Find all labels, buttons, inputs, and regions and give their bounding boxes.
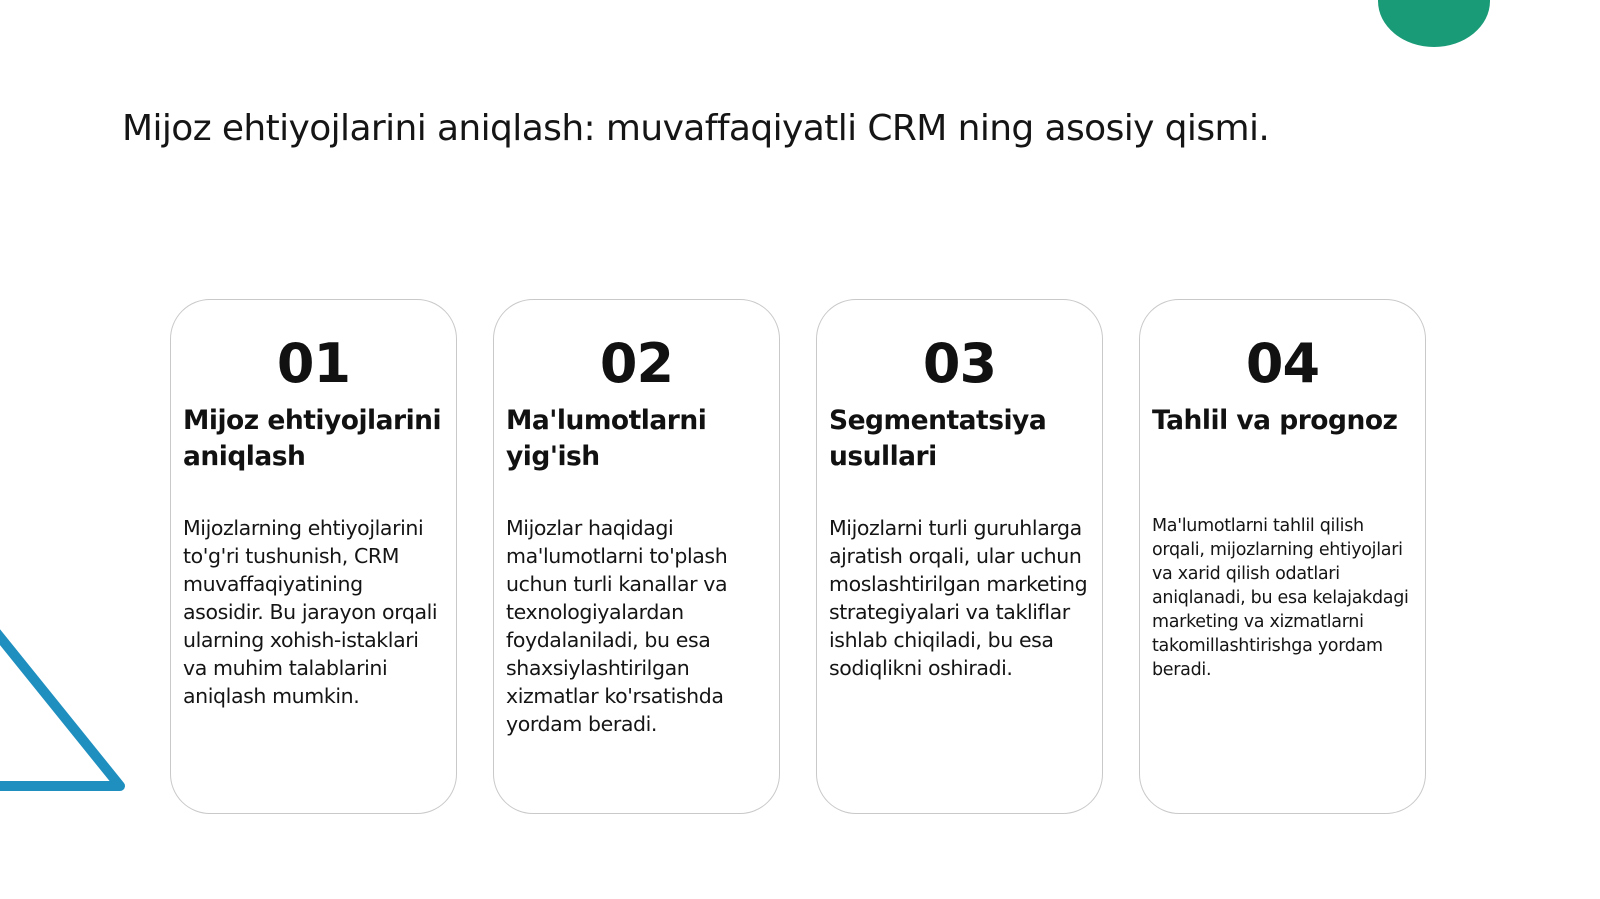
card-title: Segmentatsiya usullari bbox=[829, 405, 1047, 472]
card-1 bbox=[170, 299, 457, 814]
card-3 bbox=[816, 299, 1103, 814]
decorative-triangle bbox=[0, 560, 140, 820]
cards-row bbox=[170, 299, 1426, 814]
card-number: 01 bbox=[276, 332, 351, 395]
card-number: 02 bbox=[599, 332, 674, 395]
card-title: Mijoz ehtiyojlarini aniqlash bbox=[183, 405, 442, 472]
card-number: 04 bbox=[1245, 332, 1320, 395]
card-description: Mijozlar haqidagi ma'lumotlarni to'plash uchun turli kanallar va texnologiyalardan foydalaniladi, bu esa shaxsiylashtirilgan xizmatlar ko'rsatishda yordam beradi. bbox=[506, 516, 728, 736]
card-4 bbox=[1139, 299, 1426, 814]
card-description: Mijozlarni turli guruhlarga ajratish orqali, ular uchun moslashtirilgan marketing strategiyalari va takliflar ishlab chiqiladi, bu esa sodiqlikni oshiradi. bbox=[829, 516, 1088, 680]
card-description: Mijozlarning ehtiyojlarini to'g'ri tushunish, CRM muvaffaqiyatining asosidir. Bu jarayon orqali ularning xohish-istaklari va muhim talablarini aniqlash mumkin. bbox=[183, 516, 438, 708]
decorative-circle bbox=[1378, 0, 1490, 47]
card-number: 03 bbox=[922, 332, 997, 395]
card-2 bbox=[493, 299, 780, 814]
card-title: Tahlil va prognoz bbox=[1152, 405, 1398, 436]
card-title: Ma'lumotlarni yig'ish bbox=[506, 405, 707, 472]
card-description: Ma'lumotlarni tahlil qilish orqali, mijozlarning ehtiyojlari va xarid qilish odatlari aniqlanadi, bu esa kelajakdagi marketing va xizmatlarni takomillashtirishga yordam beradi. bbox=[1152, 516, 1409, 680]
slide-title: Mijoz ehtiyojlarini aniqlash: muvaffaqiyatli CRM ning asosiy qismi. bbox=[122, 108, 1270, 149]
